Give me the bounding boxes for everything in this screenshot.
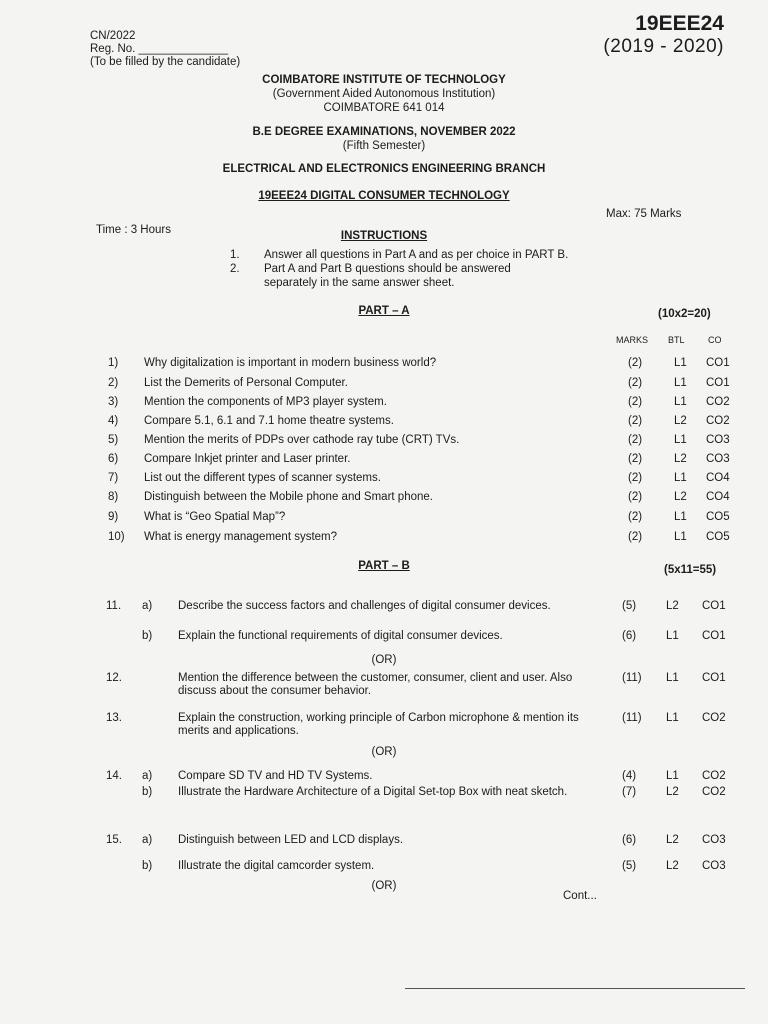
course-code: 19EEE24: [635, 12, 724, 35]
question-co: CO3: [702, 834, 726, 846]
col-co: CO: [708, 335, 722, 345]
question-co: CO1: [702, 630, 726, 642]
question-marks: (11): [622, 712, 642, 724]
question-btl: L2: [666, 786, 679, 798]
question-subpart: b): [142, 630, 153, 642]
part-a-heading: PART – A: [358, 305, 410, 317]
question-btl: L1: [666, 712, 679, 724]
question-marks: (2): [628, 531, 643, 543]
exam-time: Time : 3 Hours: [96, 224, 171, 236]
question-btl: L1: [674, 531, 687, 543]
question-marks: (11): [622, 672, 642, 684]
question-marks: (2): [628, 434, 643, 446]
question-subpart: b): [142, 786, 153, 798]
question-co: CO1: [702, 600, 726, 612]
question-marks: (6): [622, 630, 637, 642]
question-number: 2): [108, 377, 119, 389]
question-btl: L2: [674, 453, 687, 465]
header-left: [90, 30, 240, 69]
exam-title: B.E DEGREE EXAMINATIONS, NOVEMBER 2022: [252, 126, 516, 138]
question-btl: L1: [674, 357, 687, 369]
question-btl: L1: [674, 434, 687, 446]
question-number: 10): [108, 531, 125, 543]
question-text: List out the different types of scanner systems.: [144, 472, 381, 484]
question-text: Mention the merits of PDPs over cathode ray tube (CRT) TVs.: [144, 434, 460, 446]
question-btl: L2: [666, 860, 679, 872]
exam-subject: 19EEE24 DIGITAL CONSUMER TECHNOLOGY: [258, 190, 510, 202]
question-text: Distinguish between LED and LCD displays.: [178, 834, 404, 846]
exam-max-marks: Max: 75 Marks: [606, 208, 682, 220]
question-number: 12.: [106, 672, 122, 684]
question-btl: L1: [674, 472, 687, 484]
instruction-item: 2. Part A and Part B questions should be answered: [230, 263, 511, 275]
question-btl: L1: [666, 630, 679, 642]
question-marks: (2): [628, 377, 643, 389]
reg-number: Reg. No. ______________: [90, 43, 229, 55]
question-co: CO3: [706, 453, 730, 465]
question-co: CO4: [706, 491, 730, 503]
question-co: CO2: [706, 396, 730, 408]
or-separator: (OR): [371, 746, 397, 758]
question-number: 14.: [106, 770, 122, 782]
question-marks: (2): [628, 511, 643, 523]
serial-number: CN/2022: [90, 30, 136, 42]
question-text: Mention the components of MP3 player system.: [144, 396, 387, 408]
question-number: 9): [108, 511, 119, 523]
institute-city: COIMBATORE 641 014: [323, 102, 445, 114]
question-marks: (7): [622, 786, 637, 798]
question-co: CO1: [706, 377, 730, 389]
question-text: Illustrate the Hardware Architecture of a Digital Set-top Box with neat sketch.: [178, 786, 568, 798]
question-co: CO2: [702, 770, 726, 782]
question-subpart: b): [142, 860, 153, 872]
institute-type: (Government Aided Autonomous Institution): [272, 88, 496, 100]
question-marks: (2): [628, 491, 643, 503]
question-text: Why digitalization is important in modern business world?: [144, 357, 437, 369]
instruction-item: 1. Answer all questions in Part A and as per choice in PART B.: [230, 249, 569, 261]
question-text: Compare 5.1, 6.1 and 7.1 home theatre systems.: [144, 415, 394, 427]
question-co: CO5: [706, 511, 730, 523]
question-text: Illustrate the digital camcorder system.: [178, 860, 375, 872]
question-number: 7): [108, 472, 119, 484]
question-marks: (2): [628, 472, 643, 484]
institute-name: COIMBATORE INSTITUTE OF TECHNOLOGY: [262, 74, 506, 86]
question-co: CO1: [706, 357, 730, 369]
question-marks: (4): [622, 770, 637, 782]
or-separator: (OR): [371, 880, 397, 892]
regulation-year: (2019 - 2020): [603, 36, 724, 57]
question-marks: (2): [628, 357, 643, 369]
exam-semester: (Fifth Semester): [342, 140, 426, 152]
footer-divider: [405, 988, 745, 989]
question-text: Explain the construction, working principle of Carbon microphone & mention its merits and applications.: [178, 712, 579, 737]
question-number: 1): [108, 357, 119, 369]
question-number: 8): [108, 491, 119, 503]
question-btl: L1: [666, 770, 679, 782]
question-co: CO2: [702, 712, 726, 724]
question-marks: (5): [622, 860, 637, 872]
question-btl: L2: [666, 834, 679, 846]
question-btl: L2: [666, 600, 679, 612]
question-marks: (6): [622, 834, 637, 846]
question-marks: (2): [628, 415, 643, 427]
question-co: CO5: [706, 531, 730, 543]
question-number: 5): [108, 434, 119, 446]
question-text: Distinguish between the Mobile phone and Smart phone.: [144, 491, 433, 503]
question-subpart: a): [142, 770, 153, 782]
question-number: 6): [108, 453, 119, 465]
question-marks: (2): [628, 453, 643, 465]
question-co: CO3: [706, 434, 730, 446]
question-marks: (5): [622, 600, 637, 612]
question-text: Describe the success factors and challenges of digital consumer devices.: [178, 600, 551, 612]
fill-note: (To be filled by the candidate): [90, 56, 241, 68]
question-btl: L2: [674, 415, 687, 427]
question-co: CO1: [702, 672, 726, 684]
part-b-heading: PART – B: [358, 560, 410, 572]
question-btl: L1: [666, 672, 679, 684]
question-text: What is energy management system?: [144, 531, 338, 543]
question-number: 3): [108, 396, 119, 408]
question-co: CO3: [702, 860, 726, 872]
exam-branch: ELECTRICAL AND ELECTRONICS ENGINEERING BRANCH: [222, 163, 546, 175]
instructions-list: [230, 248, 568, 290]
question-btl: L1: [674, 511, 687, 523]
question-co: CO2: [706, 415, 730, 427]
question-subpart: a): [142, 834, 153, 846]
question-text: Compare Inkjet printer and Laser printer.: [144, 453, 351, 465]
question-btl: L1: [674, 377, 687, 389]
question-btl: L2: [674, 491, 687, 503]
part-a-marks: (10x2=20): [658, 308, 711, 320]
col-btl: BTL: [668, 335, 685, 345]
question-text: What is “Geo Spatial Map”?: [144, 511, 286, 523]
question-number: 11.: [106, 600, 122, 612]
question-co: CO2: [702, 786, 726, 798]
question-number: 15.: [106, 834, 122, 846]
question-text: Compare SD TV and HD TV Systems.: [178, 770, 373, 782]
or-separator: (OR): [371, 654, 397, 666]
question-subpart: a): [142, 600, 153, 612]
question-btl: L1: [674, 396, 687, 408]
question-text: Explain the functional requirements of digital consumer devices.: [178, 630, 503, 642]
question-number: 4): [108, 415, 119, 427]
question-number: 13.: [106, 712, 122, 724]
question-co: CO4: [706, 472, 730, 484]
instructions-heading: INSTRUCTIONS: [340, 230, 428, 242]
part-b-marks: (5x11=55): [664, 564, 717, 576]
continued-note: Cont...: [563, 890, 597, 902]
col-marks: MARKS: [616, 335, 649, 345]
question-text: Mention the difference between the customer, consumer, client and user. Also discuss about the consumer behavior.: [178, 672, 573, 697]
instruction-item: separately in the same answer sheet.: [264, 277, 455, 289]
question-text: List the Demerits of Personal Computer.: [144, 377, 348, 389]
question-marks: (2): [628, 396, 643, 408]
